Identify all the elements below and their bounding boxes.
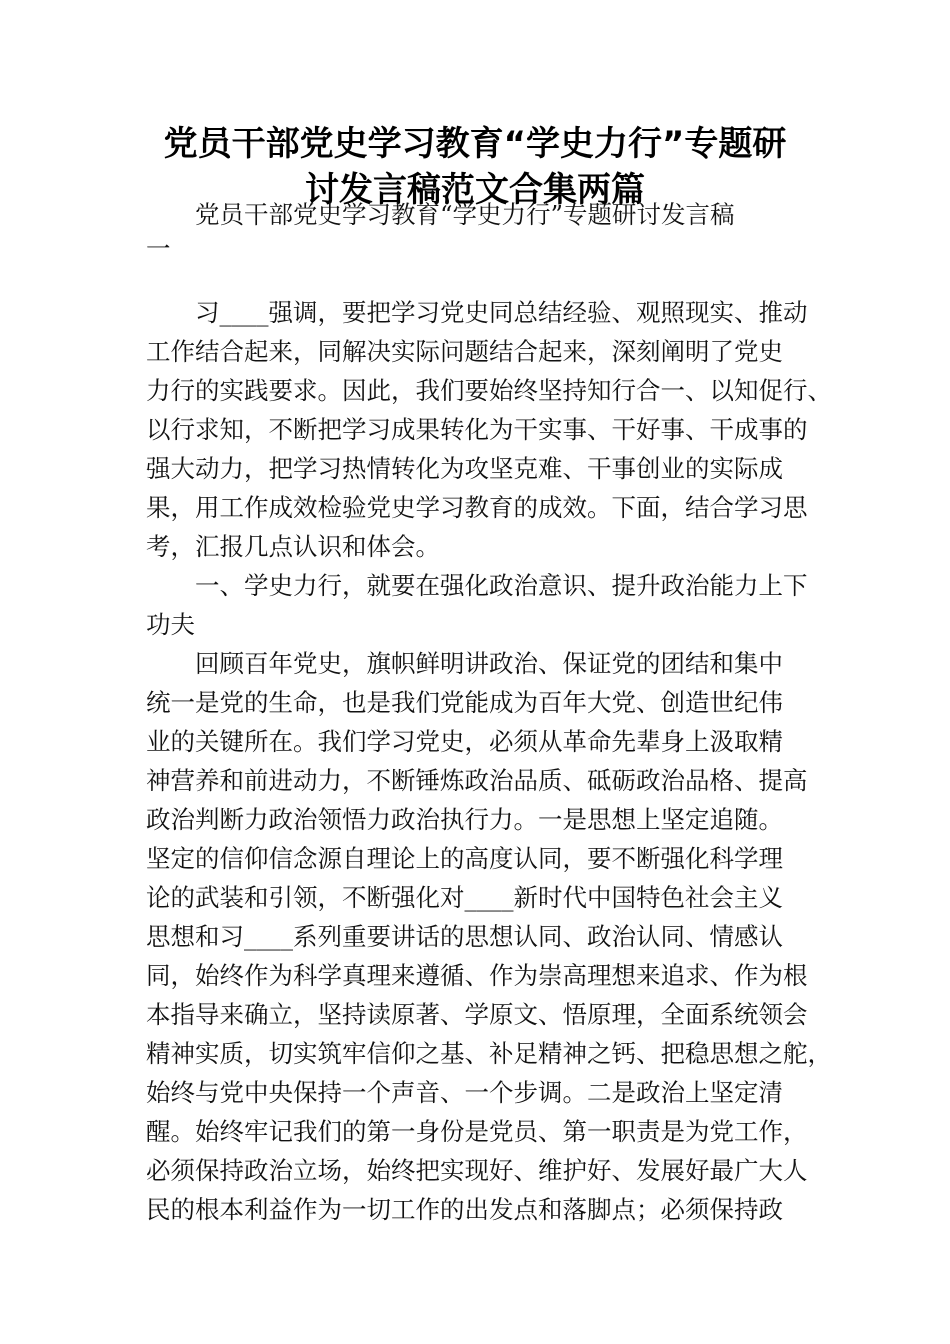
body-line: 论的武装和引领，不断强化对____新时代中国特色社会主义 xyxy=(146,883,783,912)
body-line: 工作结合起来，同解决实际问题结合起来，深刻阐明了党史 xyxy=(146,337,783,366)
body-line: 统一是党的生命，也是我们党能成为百年大党、创造世纪伟 xyxy=(146,688,783,717)
body-line: 习____强调，要把学习党史同总结经验、观照现实、推动 xyxy=(146,298,808,327)
section-heading-line: 一、学史力行，就要在强化政治意识、提升政治能力上下 xyxy=(146,571,808,600)
body-line: 考，汇报几点认识和体会。 xyxy=(146,532,440,561)
body-line: 思想和习____系列重要讲话的思想认同、政治认同、情感认 xyxy=(146,922,783,951)
body-line: 必须保持政治立场，始终把实现好、维护好、发展好最广大人 xyxy=(146,1156,808,1185)
body-line: 本指导来确立，坚持读原著、学原文、悟原理，全面系统领会 xyxy=(146,1000,808,1029)
body-line: 神营养和前进动力，不断锤炼政治品质、砥砺政治品格、提高 xyxy=(146,766,808,795)
body-line: 强大动力，把学习热情转化为攻坚克难、干事创业的实际成 xyxy=(146,454,783,483)
body-line: 坚定的信仰信念源自理论上的高度认同，要不断强化科学理 xyxy=(146,844,783,873)
body-line: 始终与党中央保持一个声音、一个步调。二是政治上坚定清 xyxy=(146,1078,783,1107)
body-line: 以行求知，不断把学习成果转化为干实事、干好事、干成事的 xyxy=(146,415,808,444)
body-line: 精神实质，切实筑牢信仰之基、补足精神之钙、把稳思想之舵， xyxy=(146,1039,832,1068)
section-heading-line: 功夫 xyxy=(146,610,195,639)
body-line: 一 xyxy=(146,234,171,263)
body-line: 醒。始终牢记我们的第一身份是党员、第一职责是为党工作， xyxy=(146,1117,808,1146)
document-title-line-2: 讨发言稿范文合集两篇 xyxy=(305,170,645,210)
body-line: 回顾百年党史，旗帜鲜明讲政治、保证党的团结和集中 xyxy=(146,649,783,678)
body-line: 业的关键所在。我们学习党史，必须从革命先辈身上汲取精 xyxy=(146,727,783,756)
body-line: 同，始终作为科学真理来遵循、作为崇高理想来追求、作为根 xyxy=(146,961,808,990)
body-line: 力行的实践要求。因此，我们要始终坚持知行合一、以知促行、 xyxy=(146,376,832,405)
document-title-line-1: 党员干部党史学习教育“学史力行”专题研 xyxy=(163,124,787,164)
body-line: 党员干部党史学习教育“学史力行”专题研讨发言稿 xyxy=(146,200,735,229)
body-line: 政治判断力政治领悟力政治执行力。一是思想上坚定追随。 xyxy=(146,805,783,834)
body-line: 果，用工作成效检验党史学习教育的成效。下面，结合学习思 xyxy=(146,493,808,522)
body-line: 民的根本利益作为一切工作的出发点和落脚点；必须保持政 xyxy=(146,1195,783,1224)
